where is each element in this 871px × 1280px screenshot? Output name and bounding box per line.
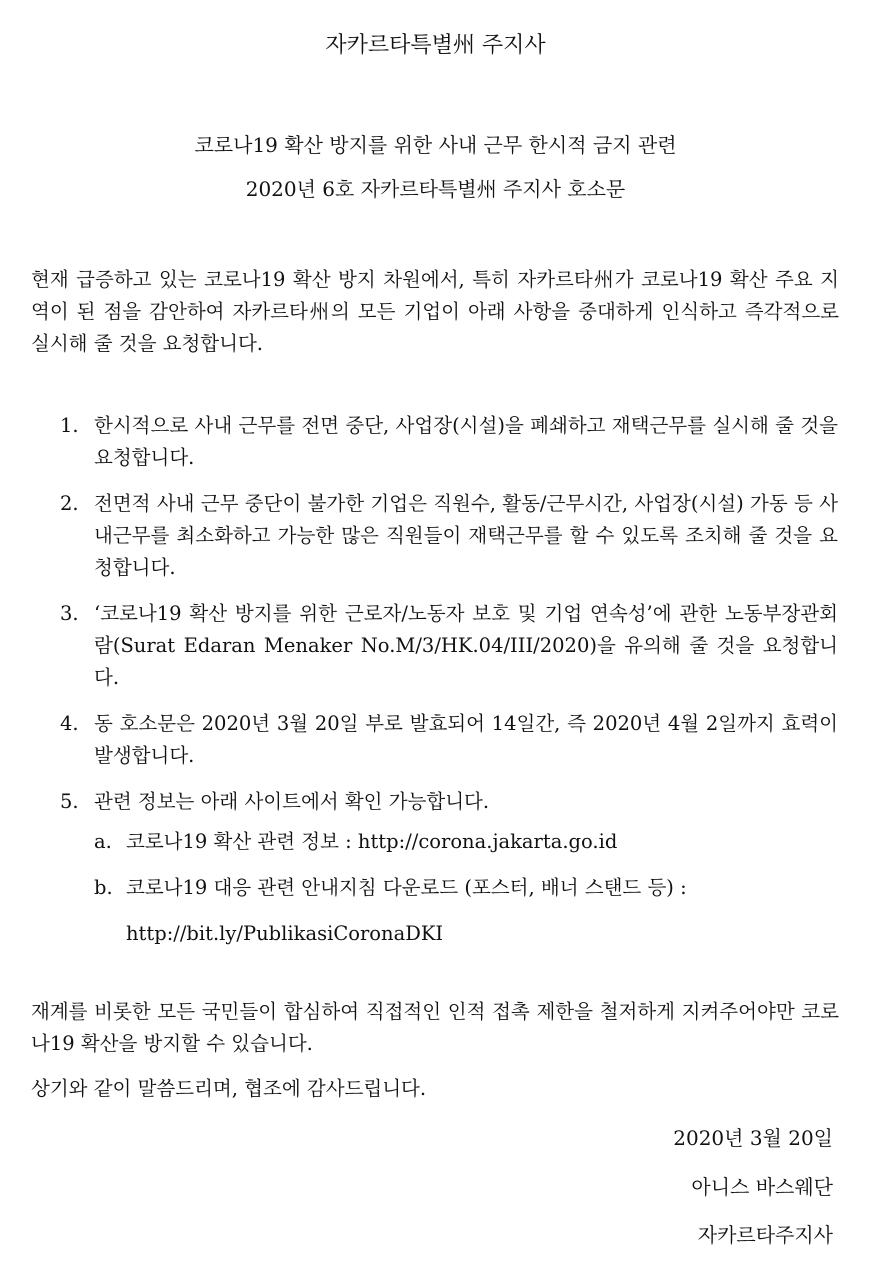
list-item-number: 2.: [60, 492, 79, 515]
request-list: [60, 410, 838, 964]
closing-paragraph: 재계를 비롯한 모든 국민들이 합심하여 직접적인 인적 접촉 제한을 철저하게 지켜주어야만 코로나19 확산을 방지할 수 있습니다.: [31, 1000, 839, 1055]
list-item-text: ‘코로나19 확산 방지를 위한 근로자/노동자 보호 및 기업 연속성’에 관한 노동부장관회람(Surat Edaran Menaker No.M/3/HK.04/III/2020)을 유의해 줄 것을 요청합니다.: [94, 602, 838, 689]
signature-name: 아니스 바스웨단: [691, 1175, 833, 1199]
list-item: [60, 410, 838, 474]
sublist-item-letter: a.: [94, 830, 112, 853]
list-item-number: 4.: [60, 712, 79, 735]
list-item-number: 1.: [60, 414, 79, 437]
sublist-item: [94, 872, 838, 950]
page-header-title: 자카르타특별州 주지사: [325, 33, 546, 58]
sublist-item-letter: b.: [94, 876, 113, 899]
document-title-line-1: 코로나19 확산 방지를 위한 사내 근무 한시적 금지 관련: [194, 133, 677, 157]
intro-paragraph: 현재 급증하고 있는 코로나19 확산 방지 차원에서, 특히 자카르타州가 코로나19 확산 주요 지역이 된 점을 감안하여 자카르타州의 모든 기업이 아래 사항을 중대하게 인식하고 즉각적으로 실시해 줄 것을 요청합니다.: [31, 268, 839, 355]
document-title-line-2: 2020년 6호 자카르타특별州 주지사 호소문: [245, 177, 626, 201]
list-item-text: 관련 정보는 아래 사이트에서 확인 가능합니다.: [94, 790, 490, 813]
closing-thanks: 상기와 같이 말씀드리며, 협조에 감사드립니다.: [31, 1077, 427, 1100]
list-item: [60, 786, 838, 950]
list-item-text: 동 호소문은 2020년 3월 20일 부로 발효되어 14일간, 즉 2020년 4월 2일까지 효력이 발생합니다.: [94, 712, 838, 767]
sublist-item-text: 코로나19 대응 관련 안내지침 다운로드 (포스터, 배너 스탠드 등) :: [126, 876, 687, 899]
sublist-item: [94, 826, 838, 858]
list-item: [60, 488, 838, 584]
sublist-item-text: 코로나19 확산 관련 정보 : http://corona.jakarta.go.id: [126, 830, 618, 853]
list-item: [60, 708, 838, 772]
info-link-sublist: [94, 826, 838, 950]
list-item-number: 5.: [60, 790, 79, 813]
list-item-number: 3.: [60, 602, 79, 625]
signature-office: 자카르타주지사: [697, 1223, 833, 1247]
list-item-text: 전면적 사내 근무 중단이 불가한 기업은 직원수, 활동/근무시간, 사업장(시설) 가동 등 사내근무를 최소화하고 가능한 많은 직원들이 재택근무를 할 수 있도록 조치해 줄 것을 요청합니다.: [94, 492, 838, 579]
list-item: [60, 598, 838, 694]
list-item-text: 한시적으로 사내 근무를 전면 중단, 사업장(시설)을 폐쇄하고 재택근무를 실시해 줄 것을 요청합니다.: [94, 414, 838, 469]
download-url: http://bit.ly/PublikasiCoronaDKI: [126, 922, 444, 945]
signature-date: 2020년 3월 20일: [673, 1126, 833, 1150]
